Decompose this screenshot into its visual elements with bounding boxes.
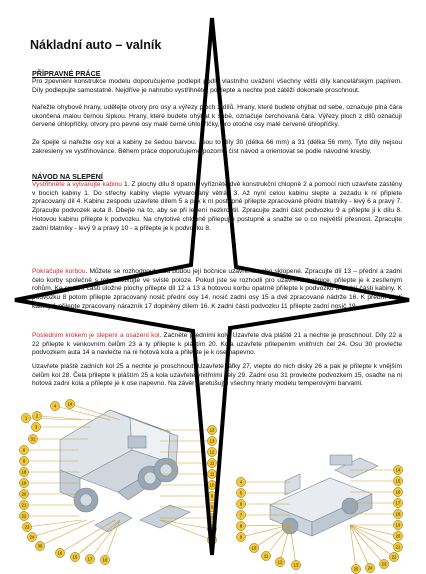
- callout-number: 18: [102, 557, 108, 563]
- callout-number: 18: [395, 511, 401, 517]
- highlighted-text: Pokračujte korbou: [32, 268, 86, 275]
- callout-number: 13: [209, 438, 215, 444]
- callout-number: 5: [239, 490, 243, 496]
- callout-number: 23: [24, 524, 30, 530]
- callout-number: 10: [251, 545, 257, 551]
- callout-leader-line: [160, 520, 212, 529]
- callout-number: 24: [29, 534, 35, 540]
- callout-leader-line: [60, 520, 115, 553]
- callout-number: 21: [21, 502, 27, 508]
- callout-number: 22: [391, 554, 397, 560]
- callout-number: 14: [395, 467, 401, 473]
- callout-leader-line: [350, 525, 398, 547]
- paragraph-text: . Můžete se rozhodnout, zda budou její bočnice uzavřené nebo sklopené. Zpracujte díl 13 – přední a zadní čelo korby společně s rohy zafixujte ve svislé poloze. Pokud jste se rozhodli pro uzavřené bočnice, přilepte je k zesíleným rohům. Ke spodní části úložné plochy přilepte díl 12 a 13 a hotovou korbu opatrně přilepte k podvozku a zadní části kabiny. K podvozku 8 potom přilepte zpracovaný nosič přední osy 14, nosič zadní osy 15 a dvě zpracované nádrže 16. K přední části kabiny 1 přilepte zpracovaný nárazník 17 doplněný dílem 16. K zadní části podvozku 11 přilepte zadní nosič 19.: [32, 268, 402, 310]
- callout-number: 2: [35, 413, 39, 419]
- callout-number: 7: [210, 515, 214, 521]
- callout-leader-line: [40, 520, 95, 546]
- callout-number: 4: [210, 537, 214, 543]
- callout-number: 3: [34, 424, 38, 430]
- document-title: Nákladní auto – valník: [30, 38, 162, 52]
- truck-assembly-diagram: [60, 410, 190, 532]
- callout-number: 5: [210, 526, 214, 532]
- callout-number: 12: [209, 449, 215, 455]
- callout-leader-line: [241, 525, 290, 537]
- callout-number: 8: [210, 504, 214, 510]
- paragraph-text: . Začněte předními koly. Uzavřete dva pláště 21 a nechte je proschnout. Díly 22 a 22 přilepte k venkovním čelům 23 a ty přilepte k pláštím 20. Kola uzavřete přilepením vnitřních čel 24. Osu 30 provlečte podvozkem auta 14 a navlečte na ni hotová kola a přilepte je k ose napevno.: [32, 332, 402, 357]
- callout-number: 6: [239, 501, 243, 507]
- highlighted-text: Posledním krokem je slepení a osazení kol: [32, 332, 160, 339]
- paragraph-text: Ze špejle si nařežte osy kol a kabiny ze šedou barvou. Jsou to díly 30 (délka 66 mm) a 31 (délka 56 mm). Tyto díly nejsou zakresleny ve vystřihovánce. Během práce doporučujeme pozorně číst návod a orientovat se podle návodné kresby.: [32, 139, 402, 155]
- callout-number: 24: [367, 565, 373, 571]
- callout-number: 12: [277, 559, 283, 565]
- callout-number: 8: [22, 458, 26, 464]
- callout-number: 30: [37, 543, 43, 549]
- chassis-assembly-diagram: [270, 455, 378, 536]
- callout-leader-line: [266, 525, 290, 556]
- callout-number: 6: [22, 447, 26, 453]
- callout-number: 11: [209, 460, 215, 466]
- callout-number: 4: [239, 479, 243, 485]
- callout-number: 15: [395, 478, 401, 484]
- callout-leader-line: [32, 520, 87, 537]
- callout-number: 16: [57, 550, 63, 556]
- callout-number: 8: [239, 523, 243, 529]
- callout-leader-line: [27, 520, 82, 527]
- callout-number: 10: [209, 482, 215, 488]
- callout-number: 4: [53, 403, 57, 409]
- callout-number: 15: [72, 554, 78, 560]
- callout-leader-line: [160, 520, 212, 540]
- callout-number: 19: [21, 480, 27, 486]
- callout-number: 11: [263, 553, 269, 559]
- callout-leader-line: [350, 525, 384, 564]
- highlighted-text: Vystřihněte a vytvarujte kabinu: [32, 181, 122, 188]
- callout-number: 20: [21, 491, 27, 497]
- paragraph-text: Nařežte ohybové hrany, udělejte otvory pro osy a výřezy ploch z dílů. Hrany, které budete ohýbat od sebe, označuje plná čára ukončená malou černou šipkou. Hrany, které budete ohýbat k sobě, označuje čerchovaná čára. Výřezy ploch z dílů označují červené úhlopříčky, otvory pro pevné osy malé černé úhlopříčky, pro otočné osy malé červené úhlopříčky.: [32, 104, 402, 129]
- callout-number: 13: [293, 562, 299, 568]
- paragraph-text: Uzavřete pláště zadních kol 25 a nechte je proschnout. Uzavřete ráfky 27, vlepte do nich disky 26 a pak je přilepte k vnějším čelům kol 28. Čela přilepte k pláštím 25 a kola uzavřete vnitřními čely 29. Zadní osu 31 provlečte podvozkem 15, osaďte na ni hotová zadní kola a přilepte je k ose napevno. Na závěr zaretušujte všechny hrany modelu temperovými barvami.: [32, 363, 402, 388]
- callout-number: 20: [395, 533, 401, 539]
- paragraph-text: 1. Z plochy dílu 8 opatrně vyřízněte dvě konstrukční chlopně 2 a pomocí nich uzavřete zástěny v bocích kabiny 1. Do střechy kabiny vlepte vytvarovaný větrák 3. Až nyní celou kabinu slepte a zezadu k ní připlete zpracovaný díl 4. Kabinu zespodu uzavřete dílem 5 a pak k ní postupně přilepte zpracované přední blatníky - levý 6 a pravý 7. Zpracujte podvozek auta 8. Dbejte na to, aby se při lepení nezkroutil. Zpracujte zadní část podvozku 9 a přilepte ji k dílu 8. Hotovou kabinu přilepte k podvozku. Na chytotivé chlopně přilepujte postupně a snažte se o co největší přesnost. Zpracujte zadní blatníky - levý 9 a pravý 10 - a přilepte je k podvozku 8.: [32, 181, 402, 232]
- callout-number: 1: [24, 415, 28, 421]
- callout-number: 13: [209, 427, 215, 433]
- section-heading-assembly: NÁVOD NA SLEPENÍ: [32, 172, 103, 181]
- callout-number: 17: [395, 500, 401, 506]
- callout-number: 9: [239, 534, 243, 540]
- callout-number: 16: [395, 489, 401, 495]
- callout-number: 7: [239, 512, 243, 518]
- callout-number: 22: [21, 513, 27, 519]
- callout-number: 11: [209, 471, 215, 477]
- callout-number: 25: [353, 566, 359, 572]
- callout-number: 14: [67, 401, 73, 407]
- callout-number: 23: [381, 561, 387, 567]
- callout-number: 31: [30, 436, 36, 442]
- callout-number: 21: [395, 544, 401, 550]
- callout-number: 19: [395, 522, 401, 528]
- paragraph-text: Pro zpevnění konstrukce modelu doporučujeme podlepit podle vlastního uvážení všechny větší díly kancelářským papírem. Díly podlepujte samostatně. Nejdříve je nahrubo vystřihněte, podlepte a nechte pod zátěží dokonale proschnout.: [32, 78, 402, 94]
- callout-number: 9: [210, 493, 214, 499]
- callout-number: 18: [21, 469, 27, 475]
- section-heading-preparation: PŘÍPRAVNÉ PRÁCE: [32, 69, 101, 78]
- callout-number: 17: [87, 556, 93, 562]
